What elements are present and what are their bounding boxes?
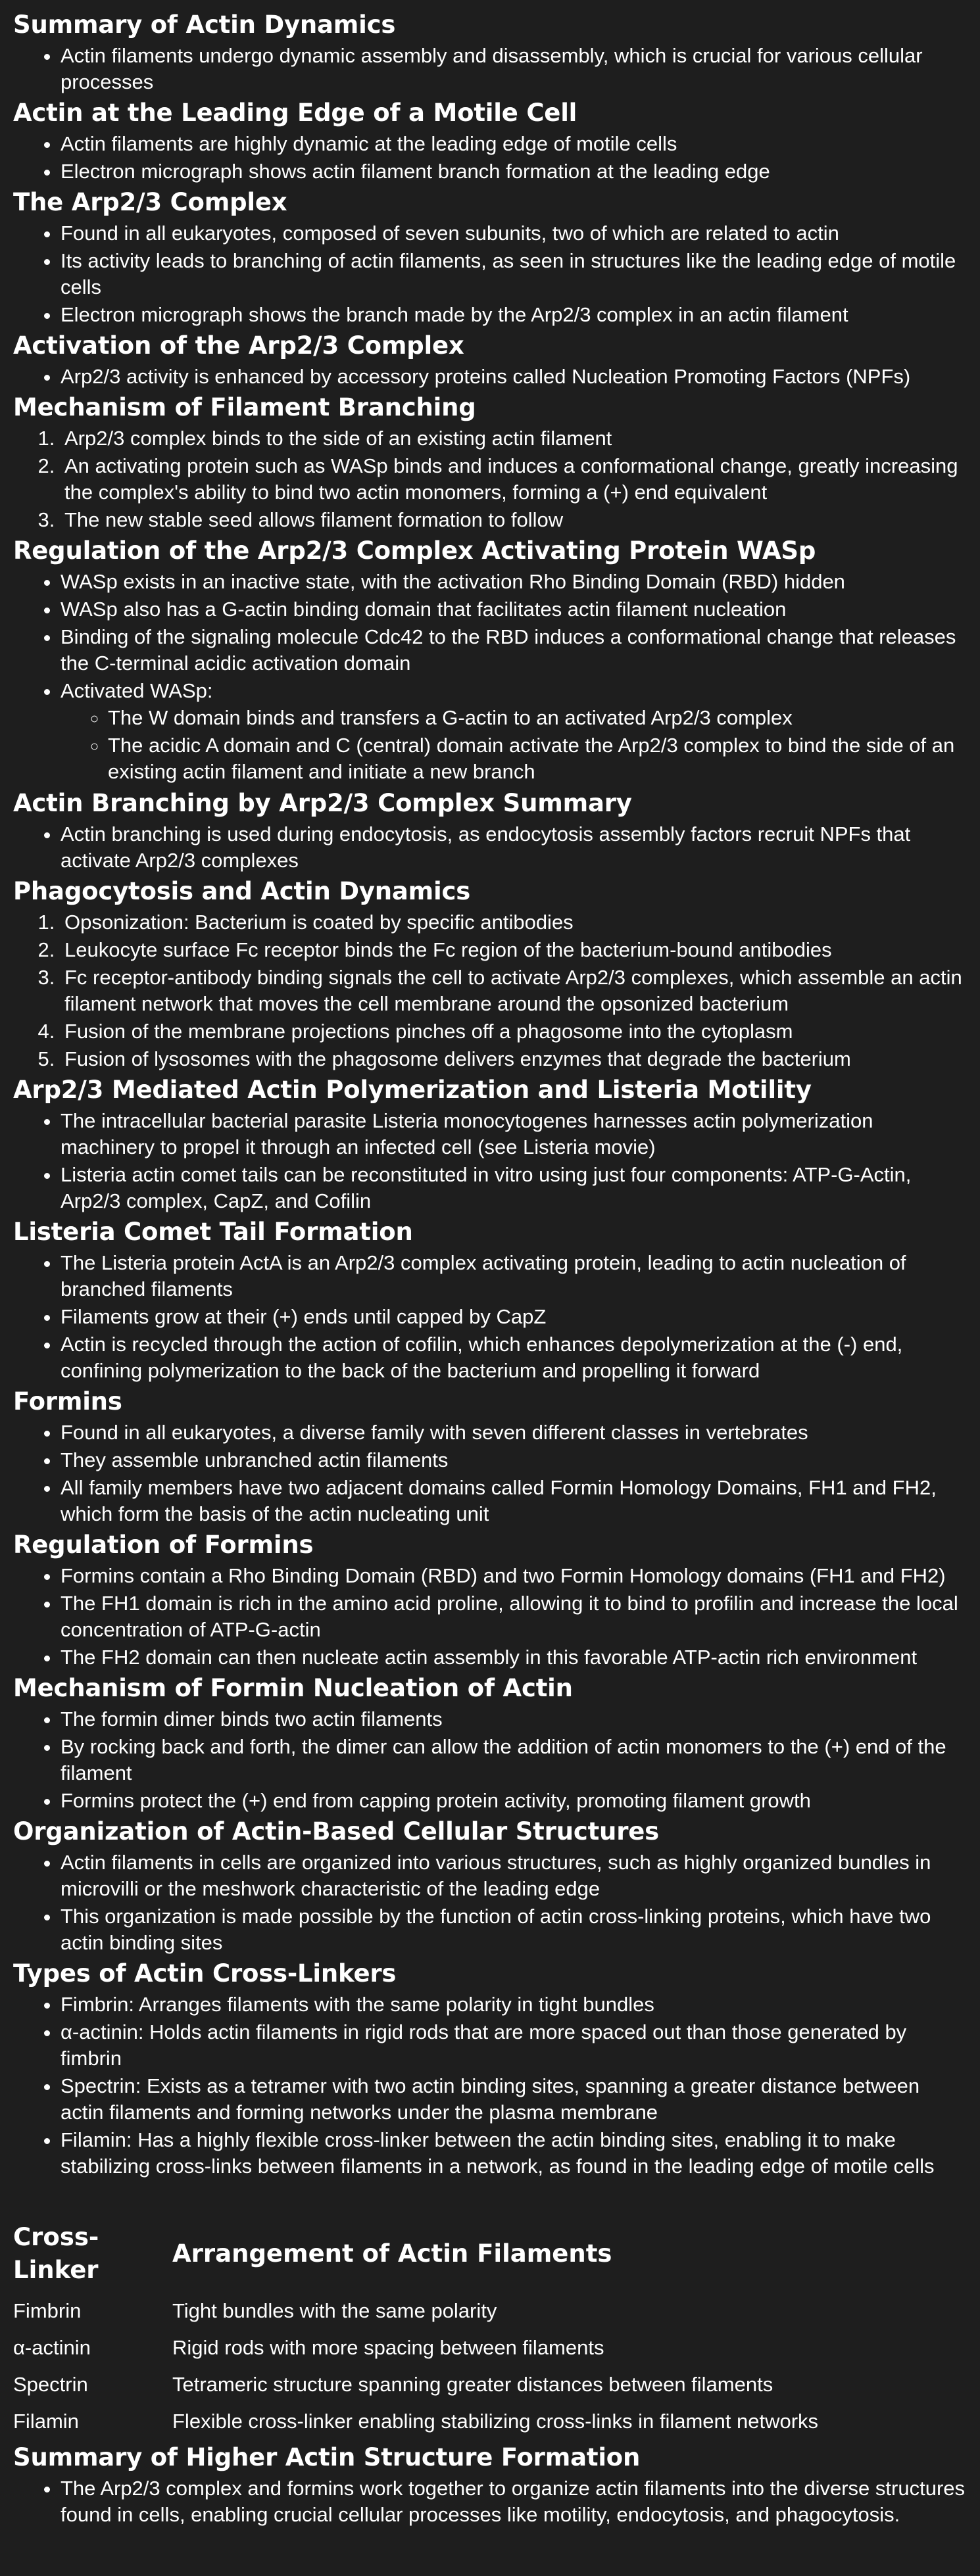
bullet-list [13, 1991, 967, 2180]
bullet-list [13, 363, 967, 391]
list-item: • The Arp2/3 complex and formins work together to organize actin filaments into the diverse structures found in cells, enabling crucial cellular processes like motility, endocytosis, and phagocytosis. [61, 2475, 967, 2529]
section-heading: Phagocytosis and Actin Dynamics [13, 877, 471, 905]
section-heading: Actin Branching by Arp2/3 Complex Summary [13, 789, 632, 817]
section-heading: Arp2/3 Mediated Actin Polymerization and Listeria Motility [13, 1076, 812, 1104]
numbered-list [13, 909, 967, 1073]
list-item: 1. Arp2/3 complex binds to the side of an existing actin filament [61, 425, 967, 452]
table-cell: Rigid rods with more spacing between filaments [172, 2336, 604, 2359]
list-item: • α-actinin: Holds actin filaments in rigid rods that are more spaced out than those generated by fimbrin [61, 2018, 967, 2072]
section [13, 534, 967, 786]
list-item: • Found in all eukaryotes, a diverse family with seven different classes in vertebrates [61, 1419, 967, 1446]
section-heading: Mechanism of Filament Branching [13, 393, 476, 421]
section-heading: Mechanism of Formin Nucleation of Actin [13, 1674, 573, 1702]
section [13, 1671, 967, 1815]
section-heading: Summary of Actin Dynamics [13, 11, 396, 39]
list-item: • This organization is made possible by the function of actin cross-linking proteins, which have two actin binding sites [61, 1903, 967, 1957]
list-item: • Spectrin: Exists as a tetramer with two actin binding sites, spanning a greater distance between actin filaments and forming networks under the plasma membrane [61, 2072, 967, 2126]
table-row [13, 2367, 818, 2404]
table-row [13, 2404, 818, 2441]
section-heading: Organization of Actin-Based Cellular Structures [13, 1817, 659, 1846]
table-cell: Filamin [13, 2410, 79, 2433]
table-header-cell: Cross-Linker [13, 2223, 99, 2284]
table-row [13, 2293, 818, 2330]
section [13, 1215, 967, 1385]
list-item: 2. An activating protein such as WASp binds and induces a conformational change, greatly increasing the complex's ability to bind two actin monomers, forming a (+) end equivalent [61, 452, 967, 506]
section-heading: Actin at the Leading Edge of a Motile Cell [13, 99, 577, 127]
section [13, 874, 967, 1073]
list-item: • Fimbrin: Arranges filaments with the same polarity in tight bundles [61, 1991, 967, 2018]
list-item: 3. Fc receptor-antibody binding signals the cell to activate Arp2/3 complexes, which assemble an actin filament network that moves the cell membrane around the opsonized bacterium [61, 964, 967, 1018]
list-item: • Listeria actin comet tails can be reconstituted in vitro using just four components: ATP-G-Actin, Arp2/3 complex, CapZ, and Cofilin [61, 1161, 967, 1215]
list-item: • WASp also has a G-actin binding domain that facilitates actin filament nucleation [61, 596, 967, 623]
section [13, 391, 967, 534]
list-item: • The formin dimer binds two actin filaments [61, 1705, 967, 1733]
section-heading: The Arp2/3 Complex [13, 188, 287, 216]
section [13, 96, 967, 185]
section-heading: Listeria Comet Tail Formation [13, 1218, 413, 1246]
section-heading: Regulation of Formins [13, 1531, 314, 1559]
table-row [13, 2330, 818, 2367]
list-item: • The FH2 domain can then nucleate actin assembly in this favorable ATP-actin rich environment [61, 1644, 967, 1671]
spacer [13, 2180, 967, 2217]
table-cell: Spectrin [13, 2373, 88, 2396]
list-item: • Filaments grow at their (+) ends until capped by CapZ [61, 1303, 967, 1331]
list-item: • The intracellular bacterial parasite Listeria monocytogenes harnesses actin polymerization machinery to propel it through an infected cell (see Listeria movie) [61, 1107, 967, 1161]
section-heading: Summary of Higher Actin Structure Formation [13, 2443, 641, 2471]
list-item: • Filamin: Has a highly flexible cross-linker between the actin binding sites, enabling it to make stabilizing cross-links between filaments in a network, as found in the leading edge of motile cells [61, 2126, 967, 2180]
bullet-list [13, 1419, 967, 1528]
section [13, 786, 967, 874]
section [13, 329, 967, 391]
section-heading: Formins [13, 1387, 122, 1416]
list-item: 2. Leukocyte surface Fc receptor binds the Fc region of the bacterium-bound antibodies [61, 936, 967, 964]
sub-bullet-list [61, 704, 967, 786]
list-item: • Actin filaments are highly dynamic at the leading edge of motile cells [61, 130, 967, 158]
list-item: 4. Fusion of the membrane projections pinches off a phagosome into the cytoplasm [61, 1018, 967, 1045]
list-item: 3. The new stable seed allows filament formation to follow [61, 506, 967, 534]
list-item: • Electron micrograph shows actin filament branch formation at the leading edge [61, 158, 967, 185]
section [13, 1385, 967, 1528]
section [13, 8, 967, 96]
bullet-list [13, 1562, 967, 1671]
table-cell: α-actinin [13, 2336, 91, 2359]
cross-linker-table [13, 2217, 818, 2441]
list-item: • Arp2/3 activity is enhanced by accessory proteins called Nucleation Promoting Factors (NPFs) [61, 363, 967, 391]
list-item: • Actin is recycled through the action of cofilin, which enhances depolymerization at the (-) end, confining polymerization to the back of the bacterium and propelling it forward [61, 1331, 967, 1385]
list-item: • All family members have two adjacent domains called Formin Homology Domains, FH1 and FH2, which form the basis of the actin nucleating unit [61, 1474, 967, 1528]
list-item: • They assemble unbranched actin filaments [61, 1446, 967, 1474]
list-item: • Found in all eukaryotes, composed of seven subunits, two of which are related to actin [61, 220, 967, 247]
bullet-list [13, 1849, 967, 1957]
bullet-list [13, 1107, 967, 1215]
list-item-text: Activated WASp: [61, 679, 213, 702]
table-body [13, 2293, 818, 2441]
bullet-list [13, 220, 967, 329]
bullet-list [13, 568, 967, 786]
list-item: • WASp exists in an inactive state, with the activation Rho Binding Domain (RBD) hidden [61, 568, 967, 596]
bullet-list [13, 1705, 967, 1815]
table-header [13, 2217, 818, 2293]
list-item: • Actin filaments in cells are organized into various structures, such as highly organized bundles in microvilli or the meshwork characteristic of the leading edge [61, 1849, 967, 1903]
list-item: • Formins contain a Rho Binding Domain (RBD) and two Formin Homology domains (FH1 and FH2) [61, 1562, 967, 1590]
section [13, 1815, 967, 1957]
bullet-list [13, 130, 967, 185]
section [13, 2441, 967, 2529]
numbered-list [13, 425, 967, 534]
sub-list-item: ◦ The W domain binds and transfers a G-actin to an activated Arp2/3 complex [108, 704, 967, 732]
section [13, 1957, 967, 2180]
bullet-list [13, 1249, 967, 1385]
list-item: • The Listeria protein ActA is an Arp2/3 complex activating protein, leading to actin nucleation of branched filaments [61, 1249, 967, 1303]
bullet-list [13, 821, 967, 874]
table-header-cell: Arrangement of Actin Filaments [172, 2239, 612, 2268]
section-heading: Types of Actin Cross-Linkers [13, 1959, 397, 1988]
section [13, 1528, 967, 1671]
list-item: • The FH1 domain is rich in the amino acid proline, allowing it to bind to profilin and increase the local concentration of ATP-G-actin [61, 1590, 967, 1644]
table-header-row [13, 2217, 818, 2293]
sub-list-item: ◦ The acidic A domain and C (central) domain activate the Arp2/3 complex to bind the side of an existing actin filament and initiate a new branch [108, 732, 967, 786]
section-heading: Activation of the Arp2/3 Complex [13, 331, 464, 360]
list-item: • Formins protect the (+) end from capping protein activity, promoting filament growth [61, 1787, 967, 1815]
section [13, 1073, 967, 1215]
list-item: • Actin filaments undergo dynamic assembly and disassembly, which is crucial for various cellular processes [61, 42, 967, 96]
list-item: • Binding of the signaling molecule Cdc42 to the RBD induces a conformational change that releases the C-terminal acidic activation domain [61, 623, 967, 677]
list-item [61, 677, 967, 786]
list-item: • Electron micrograph shows the branch made by the Arp2/3 complex in an actin filament [61, 301, 967, 329]
table-cell: Tight bundles with the same polarity [172, 2299, 497, 2322]
list-item: • Actin branching is used during endocytosis, as endocytosis assembly factors recruit NPFs that activate Arp2/3 complexes [61, 821, 967, 874]
section-heading: Regulation of the Arp2/3 Complex Activating Protein WASp [13, 537, 816, 565]
list-item: 5. Fusion of lysosomes with the phagosome delivers enzymes that degrade the bacterium [61, 1045, 967, 1073]
table-cell: Fimbrin [13, 2299, 82, 2322]
table-cell: Flexible cross-linker enabling stabilizing cross-links in filament networks [172, 2410, 819, 2433]
bullet-list [13, 42, 967, 96]
list-item: • By rocking back and forth, the dimer can allow the addition of actin monomers to the (+) end of the filament [61, 1733, 967, 1787]
list-item: • Its activity leads to branching of actin filaments, as seen in structures like the leading edge of motile cells [61, 247, 967, 301]
list-item: 1. Opsonization: Bacterium is coated by specific antibodies [61, 909, 967, 936]
bullet-list [13, 2475, 967, 2529]
table-cell: Tetrameric structure spanning greater distances between filaments [172, 2373, 773, 2396]
section [13, 185, 967, 329]
